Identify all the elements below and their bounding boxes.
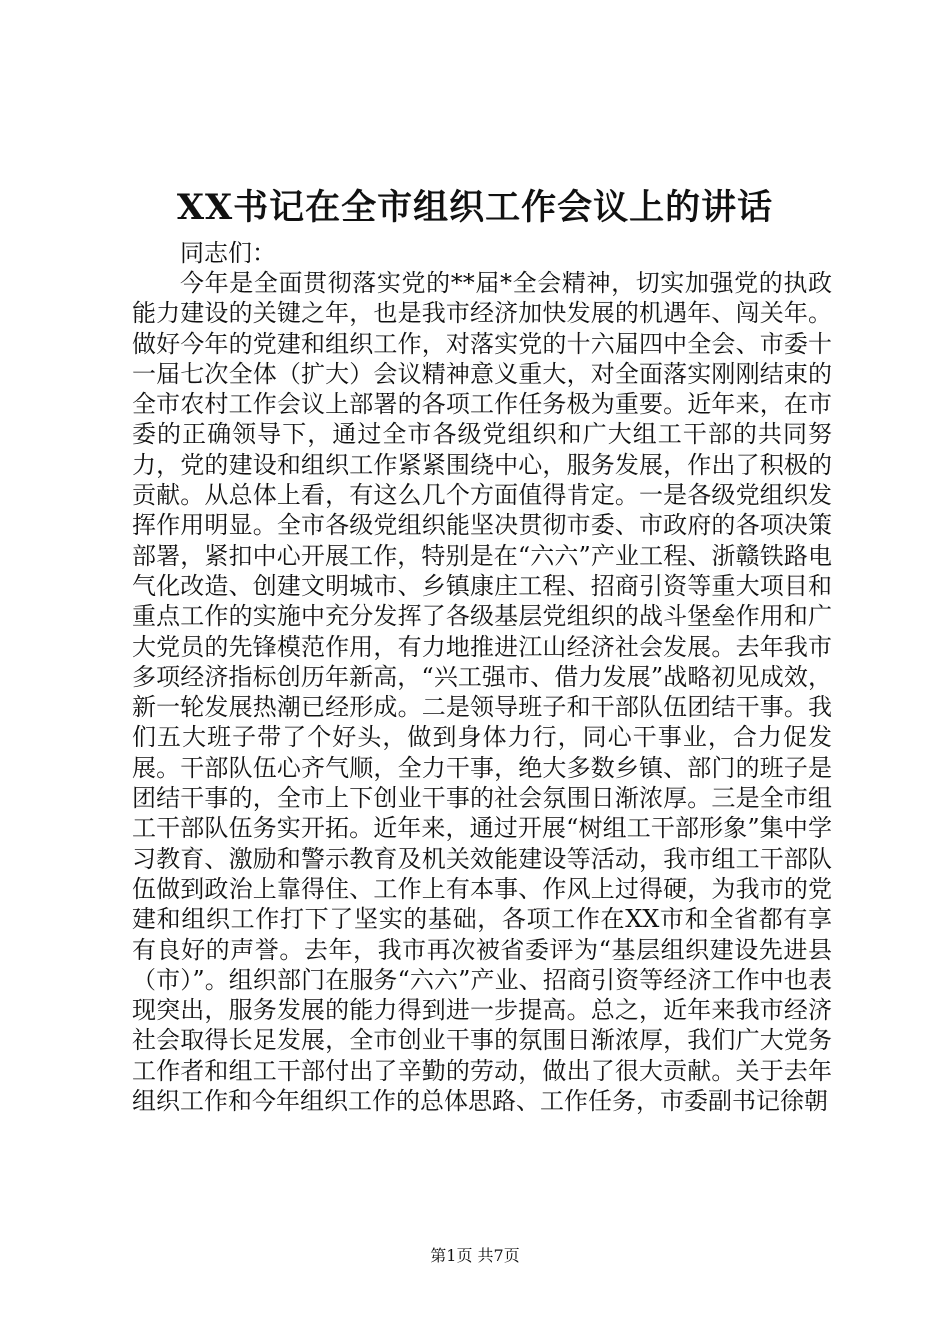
page-number-footer: 第1页 共7页 [430, 1246, 520, 1265]
salutation: 同志们： [180, 239, 276, 267]
document-title: XX书记在全市组织工作会议上的讲话 [176, 187, 774, 228]
body-paragraph: 今年是全面贯彻落实党的**届*全会精神，切实加强党的执政能力建设的关键之年，也是我市经济加快发展的机遇年、闯关年。做好今年的党建和组织工作，对落实党的十六届四中全会、市委十一届七次全体（扩大）会议精神意义重大，对全面落实刚刚结束的全市农村工作会议上部署的各项工作任务极为重要。近年来，在市委的正确领导下，通过全市各级党组织和广大组工干部的共同努力，党的建设和组织工作紧紧围绕中心，服务发展，作出了积极的贡献。从总体上看，有这么几个方面值得肯定。一是各级党组织发挥作用明显。全市各级党组织能坚决贯彻市委、市政府的各项决策部署，紧扣中心开展工作，特别是在“六六”产业工程、浙赣铁路电气化改造、创建文明城市、乡镇康庄工程、招商引资等重大项目和重点工作的实施中充分发挥了各级基层党组织的战斗堡垒作用和广大党员的先锋模范作用，有力地推进江山经济社会发展。去年我市多项经济指标创历年新高，“兴工强市、借力发展”战略初见成效，新一轮发展热潮已经形成。二是领导班子和干部队伍团结干事。我们五大班子带了个好头，做到身体力行，同心干事业，合力促发展。干部队伍心齐气顺，全力干事，绝大多数乡镇、部门的班子是团结干事的，全市上下创业干事的社会氛围日渐浓厚。三是全市组工干部队伍务实开拓。近年来，通过开展“树组工干部形象”集中学习教育、激励和警示教育及机关效能建设等活动，我市组工干部队伍做到政治上靠得住、工作上有本事、作风上过得硬，为我市的党建和组织工作打下了坚实的基础，各项工作在XX市和全省都有享有良好的声誉。去年，我市再次被省委评为“基层组织建设先进县（市）”。组织部门在服务“六六”产业、招商引资等经济工作中也表现突出，服务发展的能力得到进一步提高。总之，近年来我市经济社会取得长足发展，全市创业干事的氛围日渐浓厚，我们广大党务工作者和组工干部付出了辛勤的劳动，做出了很大贡献。关于去年组织工作和今年组织工作的总体思路、工作任务，市委副书记徐朝 [132, 269, 832, 1116]
